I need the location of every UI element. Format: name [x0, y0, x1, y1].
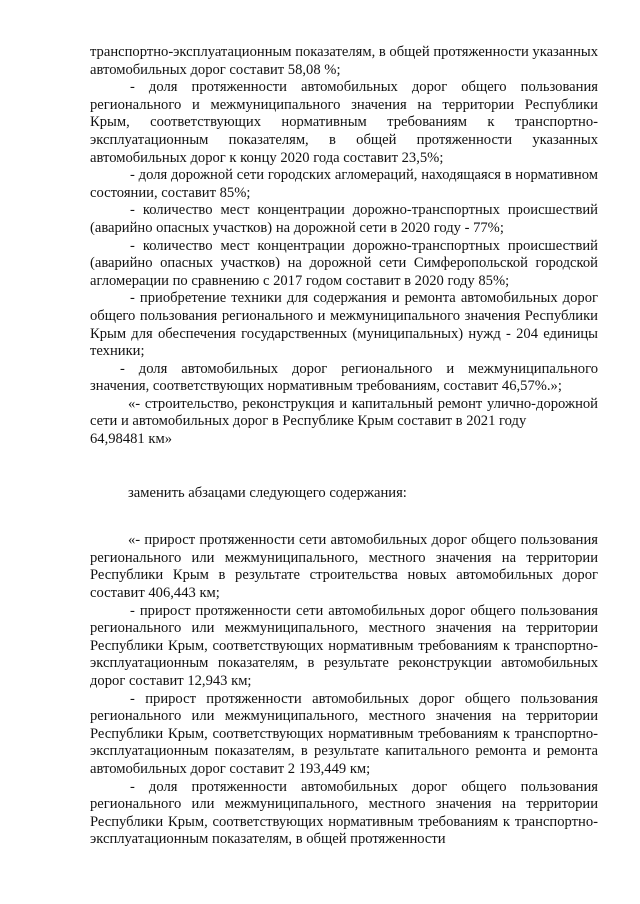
- document-body: [90, 44, 598, 849]
- paragraph-accident-sites-simferopol: - количество мест концентрации дорожно-транспортных происшествий (аварийно опасных участков) на дорожной сети Симферопольской городской агломерации по сравнению с 2017 годом составит в 2020 году 85%;: [90, 237, 598, 289]
- paragraph-construction-2021: «- строительство, реконструкция и капитальный ремонт улично-дорожной сети и автомобильных дорог в Республике Крым составит в 2021 году: [90, 395, 598, 430]
- paragraph-construction-km: 64,98481 км»: [90, 431, 172, 448]
- paragraph-continuation: транспортно-эксплуатационным показателям, в общей протяженности указанных автомобильных дорог составит 58,08 %;: [90, 44, 599, 78]
- paragraph-regional-roads-share: - доля автомобильных дорог регионального и межмуниципального значения, соответствующих нормативным требованиям, составит 46,57%.»;: [90, 360, 598, 395]
- paragraph-urban-agglomeration-share: - доля дорожной сети городских агломераций, находящаяся в нормативном состоянии, составит 85%;: [90, 167, 598, 201]
- paragraph-repair-growth: - прирост протяженности автомобильных дорог общего пользования регионального или межмуниципального, местного значения на территории Республики Крым, соответствующих нормативным требованиям к транспортно-эксплуатационным показателям, в результате капитального ремонта и ремонта автомобильных дорог составит 2 193,449 км;: [90, 690, 598, 777]
- paragraph-accident-sites: - количество мест концентрации дорожно-транспортных происшествий (аварийно опасных участков) на дорожной сети в 2020 году - 77%;: [90, 202, 598, 236]
- paragraph-replace-instruction: заменить абзацами следующего содержания:: [128, 484, 407, 501]
- paragraph-share-regional-roads: - доля протяженности автомобильных дорог общего пользования регионального и межмуниципального значения на территории Республики Крым, соответствующих нормативным требованиям к транспортно-эксплуатационным показателям, в общей протяженности указанных автомобильных дорог к концу 2020 года составит 23,5%;: [90, 79, 598, 166]
- spacer: [90, 502, 598, 532]
- paragraph-share-normative: - доля протяженности автомобильных дорог общего пользования регионального или межмуниципального, местного значения на территории Республики Крым, соответствующих нормативным требованиям к транспортно-эксплуатационным показателям, в общей протяженности: [90, 778, 598, 848]
- paragraph-reconstruction-growth: - прирост протяженности сети автомобильных дорог общего пользования регионального или межмуниципального, местного значения на территории Республики Крым, соответствующих нормативным требованиям к транспортно-эксплуатационным показателям, в результате реконструкции автомобильных дорог составит 12,943 км;: [90, 602, 598, 689]
- paragraph-new-roads-growth: «- прирост протяженности сети автомобильных дорог общего пользования регионального или межмуниципального, местного значения на территории Республики Крым в результате строительства новых автомобильных дорог составит 406,443 км;: [90, 532, 598, 602]
- paragraph-equipment-purchase: - приобретение техники для содержания и ремонта автомобильных дорог общего пользования регионального и межмуниципального значения Республики Крым для обеспечения государственных (муниципальных) нужд - 204 единицы техники;: [90, 290, 598, 360]
- spacer: [90, 449, 598, 485]
